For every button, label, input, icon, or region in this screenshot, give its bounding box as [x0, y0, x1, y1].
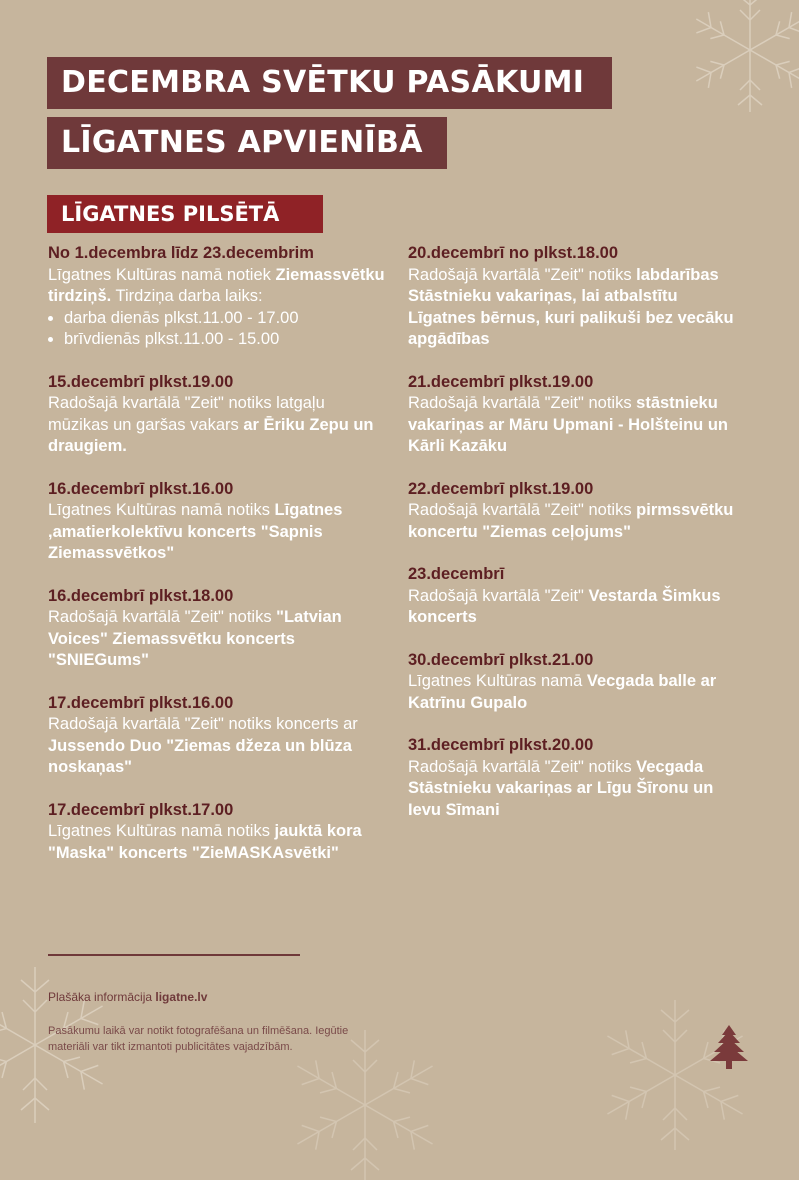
event-description	[48, 265, 388, 308]
event-highlight: jauktā kora "Maska" koncerts "ZieMASKAsvētki"	[48, 822, 362, 862]
event-description	[48, 393, 388, 458]
event-date: 20.decembrī no plkst.18.00	[408, 244, 619, 262]
event-item	[48, 243, 388, 351]
event-item	[48, 372, 388, 458]
page-title-line-2: LĪGATNES APVIENĪBĀ	[47, 117, 447, 169]
more-info	[48, 990, 207, 1004]
filming-note: Pasākumu laikā var notikt fotografēšana un filmēšana. Iegūtie materiāli var tikt izmantoti publicitātes vajadzībām.	[48, 1025, 349, 1053]
footer-divider	[48, 954, 300, 956]
event-item	[408, 650, 748, 715]
event-text: Līgatnes Kultūras namā	[408, 672, 587, 690]
more-info-label: Plašāka informācija	[48, 990, 156, 1004]
event-date: 23.decembrī	[408, 565, 505, 583]
event-item	[48, 479, 388, 565]
event-text: Radošajā kvartālā "Zeit" notiks	[48, 608, 277, 626]
event-highlight: Vecgada balle ar Katrīnu Gupalo	[408, 672, 717, 712]
event-text: Līgatnes Kultūras namā notiks	[48, 501, 275, 519]
event-description	[408, 586, 748, 629]
opening-hours-item: • darba dienās plkst.11.00 - 17.00	[64, 308, 388, 330]
page-title-line-1: DECEMBRA SVĒTKU PASĀKUMI	[47, 57, 612, 109]
event-text: Radošajā kvartālā "Zeit" notiks	[408, 265, 637, 284]
event-description	[48, 607, 388, 672]
event-item	[48, 586, 388, 672]
event-date: 30.decembrī plkst.21.00	[408, 650, 594, 669]
event-item	[48, 800, 388, 865]
event-description	[408, 757, 748, 822]
event-description	[408, 500, 748, 543]
website-link[interactable]: ligatne.lv	[155, 990, 208, 1004]
event-highlight: Vestarda Šimkus koncerts	[408, 586, 721, 626]
event-highlight: Jussendo Duo "Ziemas džeza un blūza noskaņas"	[48, 736, 352, 776]
event-item	[408, 735, 748, 821]
events-column-left	[48, 243, 388, 864]
event-description	[408, 265, 748, 351]
event-text: Līgatnes Kultūras namā notiks	[48, 822, 275, 840]
snowflake-icon	[680, 0, 799, 120]
events-column-right	[408, 243, 748, 821]
event-highlight: ar Ēriku Zepu un draugiem.	[48, 415, 374, 455]
event-text: Līgatnes Kultūras namā notiek	[48, 265, 276, 284]
event-text: Tirdziņa darba laiks:	[111, 287, 263, 305]
event-highlight: Līgatnes ,amatierkolektīvu koncerts "Sapnis Ziemassvētkos"	[48, 501, 343, 562]
event-date: 31.decembrī plkst.20.00	[408, 736, 594, 754]
event-highlight: stāstnieku vakariņas ar Māru Upmani - Holšteinu un Kārli Kazāku	[408, 394, 728, 455]
section-heading: LĪGATNES PILSĒTĀ	[47, 195, 323, 233]
event-date: 15.decembrī plkst.19.00	[48, 372, 234, 391]
event-date: 22.decembrī plkst.19.00	[408, 479, 594, 498]
event-date: 17.decembrī plkst.17.00	[48, 800, 234, 819]
event-description	[48, 714, 388, 779]
event-text: Radošajā kvartālā "Zeit" notiks	[408, 757, 637, 776]
event-item	[408, 479, 748, 544]
event-date: 21.decembrī plkst.19.00	[408, 372, 594, 391]
event-highlight: pirmssvētku koncertu "Ziemas ceļojums"	[408, 501, 734, 541]
event-item	[408, 564, 748, 629]
event-date: 17.decembrī plkst.16.00	[48, 693, 234, 712]
event-description	[408, 671, 748, 714]
event-description	[48, 500, 388, 565]
event-highlight: Vecgada Stāstnieku vakariņas ar Līgu Šīronu un Ievu Sīmani	[408, 757, 714, 819]
event-text: Radošajā kvartālā "Zeit" notiks	[408, 394, 637, 412]
event-highlight: Ziemassvētku tirdziņš.	[48, 265, 385, 305]
event-text: Radošajā kvartālā "Zeit"	[408, 586, 589, 605]
opening-hours-item: • brīvdienās plkst.11.00 - 15.00	[64, 329, 388, 351]
event-item	[408, 372, 748, 458]
event-description	[408, 393, 748, 458]
event-highlight: "Latvian Voices" Ziemassvētku koncerts "SNIEGums"	[48, 608, 342, 669]
event-date: 16.decembrī plkst.18.00	[48, 586, 234, 605]
event-item	[408, 243, 748, 351]
christmas-tree-icon	[706, 1023, 752, 1071]
event-item	[48, 693, 388, 779]
event-text: Radošajā kvartālā "Zeit" notiks koncerts ar	[48, 715, 358, 733]
event-date: 16.decembrī plkst.16.00	[48, 479, 234, 498]
event-description	[48, 821, 388, 864]
event-date: No 1.decembra līdz 23.decembrim	[48, 244, 314, 262]
event-text: Radošajā kvartālā "Zeit" notiks latgaļu mūzikas un garšas vakars	[48, 394, 325, 434]
event-highlight: labdarības Stāstnieku vakariņas, lai atbalstītu Līgatnes bērnus, kuri palikuši bez vecāku apgādības	[408, 265, 734, 348]
event-text: Radošajā kvartālā "Zeit" notiks	[408, 501, 637, 519]
opening-hours-list	[48, 308, 388, 351]
